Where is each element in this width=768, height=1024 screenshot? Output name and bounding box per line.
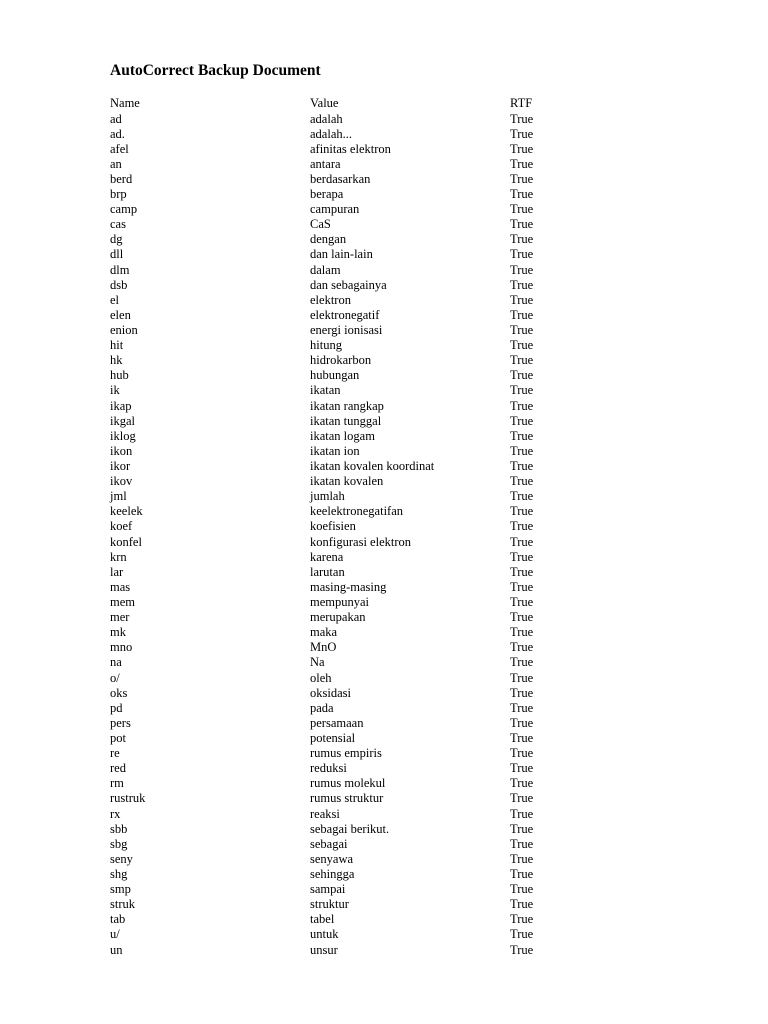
entry-rtf: True (510, 474, 534, 489)
autocorrect-table (110, 96, 580, 958)
entry-value: reduksi (310, 761, 347, 776)
table-row (110, 293, 580, 308)
entry-name: u/ (110, 927, 120, 942)
entry-name: dll (110, 247, 124, 262)
entry-value: dengan (310, 232, 347, 247)
entry-name: brp (110, 187, 127, 202)
entry-value: ikatan ion (310, 443, 360, 458)
table-row (110, 701, 580, 716)
table-row (110, 686, 580, 701)
table-row (110, 112, 580, 127)
entry-rtf: True (510, 776, 534, 791)
entry-rtf: True (510, 927, 534, 942)
entry-value: hubungan (310, 368, 360, 383)
table-row (110, 414, 580, 429)
entry-rtf: True (510, 685, 534, 700)
table-row (110, 912, 580, 927)
entry-name: mas (110, 579, 131, 594)
entry-rtf: True (510, 912, 534, 927)
entry-name: mem (110, 595, 135, 609)
entry-value: sehingga (310, 866, 355, 881)
table-row (110, 837, 580, 852)
table-row (110, 822, 580, 837)
entry-value: oksidasi (310, 685, 351, 700)
entry-name: tab (110, 912, 126, 927)
entry-rtf: True (510, 156, 534, 171)
entry-value: jumlah (310, 489, 345, 504)
table-row (110, 610, 580, 625)
entry-rtf: True (510, 277, 534, 292)
table-row (110, 519, 580, 534)
entry-name: dg (110, 232, 123, 247)
entry-name: rustruk (110, 791, 146, 806)
entry-name: hub (110, 368, 129, 383)
table-body (110, 112, 580, 958)
entry-rtf: True (510, 670, 534, 685)
entry-value: larutan (310, 564, 345, 579)
entry-name: pers (110, 715, 131, 730)
entry-rtf: True (510, 761, 534, 776)
table-row (110, 671, 580, 686)
entry-name: mno (110, 640, 133, 655)
table-row (110, 142, 580, 157)
entry-value: CaS (310, 217, 331, 232)
table-row (110, 927, 580, 942)
entry-name: enion (110, 323, 138, 338)
entry-value: dan lain-lain (310, 247, 373, 262)
entry-rtf: True (510, 564, 534, 579)
entry-name: iklog (110, 428, 136, 443)
table-row (110, 504, 580, 519)
entry-value: reaksi (310, 806, 340, 821)
entry-name: elen (110, 307, 131, 322)
entry-value: sebagai (310, 836, 348, 851)
table-row (110, 247, 580, 262)
entry-value: karena (310, 549, 344, 564)
table-row (110, 640, 580, 655)
entry-value: untuk (310, 927, 339, 942)
entry-value: rumus molekul (310, 776, 386, 791)
table-row (110, 399, 580, 414)
entry-rtf: True (510, 353, 534, 368)
entry-name: pot (110, 730, 126, 745)
entry-name: camp (110, 202, 138, 217)
entry-name: el (110, 292, 120, 307)
table-row (110, 353, 580, 368)
entry-name: berd (110, 171, 133, 186)
entry-name: pd (110, 700, 123, 715)
entry-rtf: True (510, 595, 534, 609)
table-row (110, 444, 580, 459)
entry-rtf: True (510, 171, 534, 186)
entry-rtf: True (510, 942, 534, 957)
table-row (110, 550, 580, 565)
table-row (110, 897, 580, 912)
table-row (110, 852, 580, 867)
entry-rtf: True (510, 549, 534, 564)
entry-name: re (110, 746, 120, 761)
entry-rtf: True (510, 821, 534, 836)
table-row (110, 807, 580, 822)
entry-rtf: True (510, 292, 534, 307)
table-row (110, 474, 580, 489)
entry-name: o/ (110, 670, 120, 685)
entry-rtf: True (510, 247, 534, 262)
entry-rtf: True (510, 202, 534, 217)
entry-value: potensial (310, 730, 356, 745)
entry-rtf: True (510, 504, 534, 519)
entry-rtf: True (510, 368, 534, 383)
entry-rtf: True (510, 746, 534, 761)
table-row (110, 565, 580, 580)
entry-value: adalah... (310, 126, 352, 141)
entry-value: Na (310, 655, 325, 670)
entry-rtf: True (510, 715, 534, 730)
entry-name: oks (110, 685, 128, 700)
table-row (110, 867, 580, 882)
entry-name: un (110, 942, 123, 957)
entry-name: hit (110, 338, 124, 353)
entry-name: shg (110, 866, 128, 881)
entry-value: koefisien (310, 519, 356, 534)
entry-rtf: True (510, 459, 534, 474)
entry-name: krn (110, 549, 127, 564)
entry-name: seny (110, 851, 133, 866)
entry-rtf: True (510, 307, 534, 322)
entry-name: ik (110, 383, 120, 398)
entry-value: afinitas elektron (310, 141, 391, 156)
entry-name: struk (110, 897, 135, 912)
entry-name: na (110, 655, 122, 670)
table-header-row (110, 96, 580, 112)
table-row (110, 308, 580, 323)
entry-rtf: True (510, 323, 534, 338)
entry-value: ikatan kovalen (310, 474, 384, 489)
entry-name: red (110, 761, 126, 776)
entry-value: dan sebagainya (310, 277, 387, 292)
entry-rtf: True (510, 413, 534, 428)
entry-name: jml (110, 489, 127, 504)
entry-value: sampai (310, 882, 346, 897)
table-row (110, 202, 580, 217)
entry-rtf: True (510, 398, 534, 413)
entry-rtf: True (510, 141, 534, 156)
table-row (110, 716, 580, 731)
table-row (110, 263, 580, 278)
table-row (110, 791, 580, 806)
table-row (110, 580, 580, 595)
table-row (110, 187, 580, 202)
entry-name: rx (110, 806, 121, 821)
entry-name: hk (110, 353, 123, 368)
entry-name: dlm (110, 262, 130, 277)
entry-value: ikatan rangkap (310, 398, 384, 413)
entry-rtf: True (510, 489, 534, 504)
entry-value: struktur (310, 897, 349, 912)
table-row (110, 338, 580, 353)
entry-rtf: True (510, 806, 534, 821)
entry-name: dsb (110, 277, 128, 292)
entry-value: sebagai berikut. (310, 821, 390, 836)
entry-rtf: True (510, 217, 534, 232)
entry-value: merupakan (310, 610, 366, 625)
table-row (110, 323, 580, 338)
entry-name: an (110, 156, 122, 171)
entry-rtf: True (510, 897, 534, 912)
entry-rtf: True (510, 836, 534, 851)
entry-value: elektron (310, 292, 351, 307)
entry-value: ikatan tunggal (310, 413, 382, 428)
entry-name: ikov (110, 474, 133, 489)
entry-rtf: True (510, 519, 534, 534)
entry-rtf: True (510, 655, 534, 670)
table-row (110, 232, 580, 247)
entry-name: ad (110, 111, 122, 126)
entry-name: koef (110, 519, 133, 534)
table-row (110, 761, 580, 776)
entry-rtf: True (510, 882, 534, 897)
entry-value: MnO (310, 640, 337, 655)
entry-value: campuran (310, 202, 360, 217)
table-row (110, 746, 580, 761)
entry-value: rumus struktur (310, 791, 384, 806)
entry-name: ikap (110, 398, 132, 413)
entry-value: persamaan (310, 715, 364, 730)
entry-value: elektronegatif (310, 307, 380, 322)
entry-name: sbg (110, 836, 128, 851)
table-row (110, 776, 580, 791)
entry-name: afel (110, 141, 129, 156)
table-row (110, 368, 580, 383)
entry-rtf: True (510, 232, 534, 247)
entry-name: cas (110, 217, 126, 232)
entry-rtf: True (510, 791, 534, 806)
entry-value: mempunyai (310, 595, 370, 609)
entry-name: ikon (110, 443, 133, 458)
entry-name: rm (110, 776, 124, 791)
entry-name: smp (110, 882, 131, 897)
entry-value: ikatan logam (310, 428, 375, 443)
entry-value: dalam (310, 262, 341, 277)
entry-rtf: True (510, 625, 534, 640)
table-row (110, 595, 580, 610)
entry-value: unsur (310, 942, 338, 957)
entry-value: hidrokarbon (310, 353, 372, 368)
entry-name: sbb (110, 821, 128, 836)
entry-name: ad. (110, 126, 125, 141)
entry-name: mk (110, 625, 126, 640)
entry-rtf: True (510, 851, 534, 866)
entry-value: antara (310, 156, 341, 171)
column-header-value: Value (310, 96, 339, 110)
entry-name: konfel (110, 534, 142, 549)
table-row (110, 157, 580, 172)
entry-value: ikatan (310, 383, 341, 398)
table-row (110, 383, 580, 398)
entry-value: masing-masing (310, 579, 387, 594)
column-header-name: Name (110, 96, 140, 110)
entry-value: senyawa (310, 851, 354, 866)
table-row (110, 489, 580, 504)
entry-value: berapa (310, 187, 344, 202)
entry-value: berdasarkan (310, 171, 371, 186)
entry-rtf: True (510, 866, 534, 881)
entry-rtf: True (510, 126, 534, 141)
table-row (110, 943, 580, 958)
table-row (110, 217, 580, 232)
entry-value: konfigurasi elektron (310, 534, 412, 549)
entry-value: adalah (310, 111, 343, 126)
table-row (110, 278, 580, 293)
entry-value: energi ionisasi (310, 323, 383, 338)
entry-value: tabel (310, 912, 335, 927)
entry-rtf: True (510, 579, 534, 594)
entry-value: keelektronegatifan (310, 504, 404, 519)
entry-value: ikatan kovalen koordinat (310, 459, 435, 474)
entry-name: ikgal (110, 413, 135, 428)
table-row (110, 127, 580, 142)
entry-value: oleh (310, 670, 332, 685)
table-row (110, 655, 580, 670)
entry-name: keelek (110, 504, 143, 519)
entry-rtf: True (510, 338, 534, 353)
table-row (110, 882, 580, 897)
entry-rtf: True (510, 700, 534, 715)
table-row (110, 429, 580, 444)
entry-rtf: True (510, 443, 534, 458)
entry-name: lar (110, 564, 124, 579)
table-row (110, 731, 580, 746)
entry-value: rumus empiris (310, 746, 382, 761)
entry-rtf: True (510, 534, 534, 549)
entry-rtf: True (510, 640, 534, 655)
entry-value: maka (310, 625, 338, 640)
table-row (110, 535, 580, 550)
entry-name: mer (110, 610, 130, 625)
entry-rtf: True (510, 730, 534, 745)
entry-name: ikor (110, 459, 131, 474)
entry-rtf: True (510, 610, 534, 625)
entry-rtf: True (510, 262, 534, 277)
entry-rtf: True (510, 111, 534, 126)
entry-rtf: True (510, 428, 534, 443)
entry-rtf: True (510, 383, 534, 398)
entry-value: hitung (310, 338, 342, 353)
table-row (110, 625, 580, 640)
column-header-rtf: RTF (510, 96, 533, 110)
table-row (110, 459, 580, 474)
entry-value: pada (310, 700, 334, 715)
document-title: AutoCorrect Backup Document (110, 62, 321, 79)
entry-rtf: True (510, 187, 534, 202)
table-row (110, 172, 580, 187)
